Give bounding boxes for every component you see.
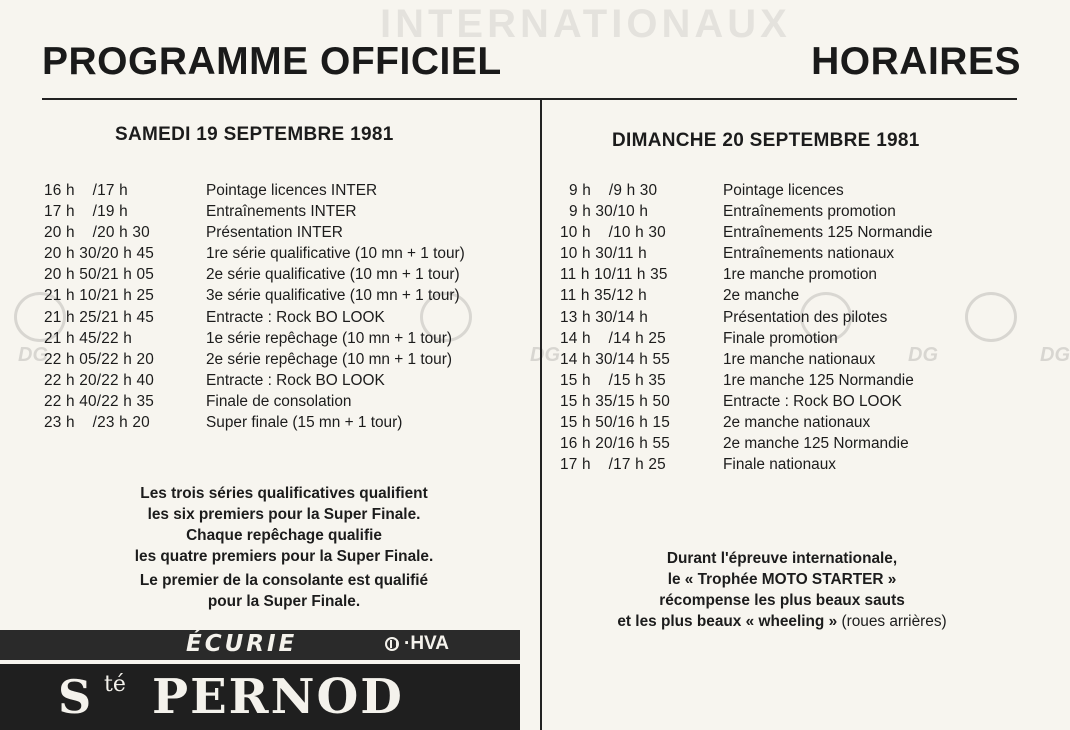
trophy-note: [552, 548, 1012, 632]
schedule-event: 2e manche: [723, 287, 800, 305]
note-line: les six premiers pour la Super Finale.: [147, 506, 421, 523]
schedule-row: [560, 370, 1050, 391]
ecurie-sponsor-banner: [0, 630, 520, 660]
schedule-event: Super finale (15 mn + 1 tour): [206, 414, 403, 432]
saturday-schedule: [44, 180, 534, 433]
schedule-row: [44, 264, 534, 285]
schedule-time: 15 h 50/16 h 15: [560, 414, 670, 432]
husqvarna-crown-icon: [385, 637, 399, 651]
note-line: Les trois séries qualificatives qualifient: [140, 485, 428, 502]
sunday-schedule: [560, 180, 1050, 475]
schedule-time: 16 h /17 h: [44, 182, 128, 199]
schedule-event: 2e série repêchage (10 mn + 1 tour): [206, 350, 452, 368]
schedule-row: [560, 349, 1050, 370]
ecurie-label: ÉCURIE: [186, 631, 298, 657]
schedule-row: [560, 391, 1050, 412]
schedule-row: [44, 349, 534, 370]
schedule-event: Entraînements 125 Normandie: [723, 224, 933, 242]
schedule-event: Entraînements INTER: [206, 203, 357, 221]
header-divider: [42, 98, 1017, 100]
schedule-title: HORAIRES: [811, 40, 1021, 83]
schedule-row: [44, 285, 534, 306]
schedule-time: 14 h /14 h 25: [560, 329, 666, 347]
column-divider: [540, 98, 542, 730]
note-line: Le premier de la consolante est qualifié: [139, 572, 429, 589]
watermark-dg: DG: [530, 344, 560, 366]
schedule-row: [44, 201, 534, 222]
watermark-dg: DG: [1040, 344, 1070, 366]
schedule-time: 14 h 30/14 h 55: [560, 350, 670, 368]
schedule-event: Présentation des pilotes: [723, 308, 888, 326]
schedule-time: 15 h 35/15 h 50: [560, 392, 670, 410]
schedule-row: [560, 180, 1050, 201]
schedule-row: [560, 433, 1050, 454]
schedule-row: [44, 370, 534, 391]
schedule-time: 22 h 20/22 h 40: [44, 371, 154, 389]
schedule-row: [44, 328, 534, 349]
schedule-event: Pointage licences INTER: [206, 182, 378, 199]
schedule-row: [44, 222, 534, 243]
schedule-row: [560, 264, 1050, 285]
qualification-note: [40, 483, 528, 612]
schedule-event: Entracte : Rock BO LOOK: [206, 308, 385, 326]
schedule-row: [44, 391, 534, 412]
schedule-event: Entraînements promotion: [723, 203, 896, 221]
ste-superscript: té: [104, 672, 126, 697]
schedule-row: [560, 307, 1050, 328]
note-line-bold: et les plus beaux « wheeling »: [617, 613, 838, 630]
schedule-time: 21 h 45/22 h: [44, 329, 132, 347]
schedule-row: [560, 222, 1050, 243]
hva-label: ·HVA: [404, 633, 450, 654]
schedule-time: 13 h 30/14 h: [560, 308, 648, 326]
schedule-row: [44, 243, 534, 264]
schedule-time: 22 h 05/22 h 20: [44, 350, 154, 368]
schedule-time: 9 h 30/10 h: [560, 203, 649, 221]
schedule-event: 3e série qualificative (10 mn + 1 tour): [206, 287, 460, 305]
schedule-event: Finale promotion: [723, 329, 838, 347]
schedule-event: Entraînements nationaux: [723, 245, 895, 263]
ghost-show-through-text: INTERNATIONAUX: [380, 2, 791, 46]
schedule-row: [44, 180, 534, 201]
schedule-row: [44, 307, 534, 328]
watermark-dg: DG: [18, 344, 48, 366]
note-line: pour la Super Finale.: [207, 593, 361, 610]
schedule-time: 11 h 10/11 h 35: [560, 266, 668, 284]
schedule-event: Finale nationaux: [723, 456, 836, 474]
note-line: le « Trophée MOTO STARTER »: [667, 571, 897, 588]
schedule-event: 2e série qualificative (10 mn + 1 tour): [206, 266, 460, 284]
schedule-row: [560, 201, 1050, 222]
ste-label: S: [58, 670, 92, 724]
schedule-event: 1re manche nationaux: [723, 350, 876, 368]
schedule-time: 17 h /19 h: [44, 203, 128, 221]
schedule-event: 2e manche nationaux: [723, 414, 871, 432]
schedule-time: 15 h /15 h 35: [560, 371, 666, 389]
schedule-row: [560, 243, 1050, 264]
note-line: Chaque repêchage qualifie: [186, 527, 382, 544]
saturday-heading: SAMEDI 19 SEPTEMBRE 1981: [115, 124, 394, 145]
schedule-time: 17 h /17 h 25: [560, 456, 666, 474]
schedule-event: 2e manche 125 Normandie: [723, 435, 909, 453]
page-title: PROGRAMME OFFICIEL: [42, 40, 502, 83]
schedule-event: Finale de consolation: [206, 392, 352, 410]
schedule-event: 1re manche 125 Normandie: [723, 371, 914, 389]
schedule-event: Présentation INTER: [206, 224, 343, 242]
schedule-event: Entracte : Rock BO LOOK: [206, 371, 385, 389]
schedule-event: Pointage licences: [723, 182, 844, 199]
sunday-heading: DIMANCHE 20 SEPTEMBRE 1981: [612, 130, 920, 151]
watermark-dg: DG: [908, 344, 938, 366]
schedule-time: 16 h 20/16 h 55: [560, 435, 670, 453]
schedule-time: 20 h 50/21 h 05: [44, 266, 154, 284]
note-line: [552, 611, 1012, 632]
schedule-event: 1re manche promotion: [723, 266, 877, 284]
schedule-time: 20 h 30/20 h 45: [44, 245, 154, 263]
schedule-row: [560, 328, 1050, 349]
pernod-label: PERNOD: [152, 669, 404, 725]
schedule-time: 10 h /10 h 30: [560, 224, 666, 242]
schedule-row: [44, 412, 534, 433]
schedule-time: 21 h 25/21 h 45: [44, 308, 154, 326]
schedule-time: 10 h 30/11 h: [560, 245, 647, 263]
schedule-event: Entracte : Rock BO LOOK: [723, 392, 902, 410]
note-line: Durant l'épreuve internationale,: [666, 550, 898, 567]
schedule-event: 1re série qualificative (10 mn + 1 tour): [206, 245, 465, 263]
note-line-normal: (roues arrières): [837, 613, 947, 630]
schedule-time: 9 h /9 h 30: [560, 182, 658, 199]
note-line: récompense les plus beaux sauts: [659, 592, 905, 609]
schedule-row: [560, 285, 1050, 306]
note-line: les quatre premiers pour la Super Finale.: [134, 548, 434, 565]
schedule-row: [560, 454, 1050, 475]
schedule-time: 23 h /23 h 20: [44, 414, 150, 432]
schedule-time: 22 h 40/22 h 35: [44, 392, 154, 410]
schedule-time: 11 h 35/12 h: [560, 287, 647, 305]
schedule-time: 21 h 10/21 h 25: [44, 287, 154, 305]
schedule-time: 20 h /20 h 30: [44, 224, 150, 242]
pernod-sponsor-banner: [0, 664, 520, 730]
schedule-row: [560, 412, 1050, 433]
schedule-event: 1e série repêchage (10 mn + 1 tour): [206, 329, 452, 347]
